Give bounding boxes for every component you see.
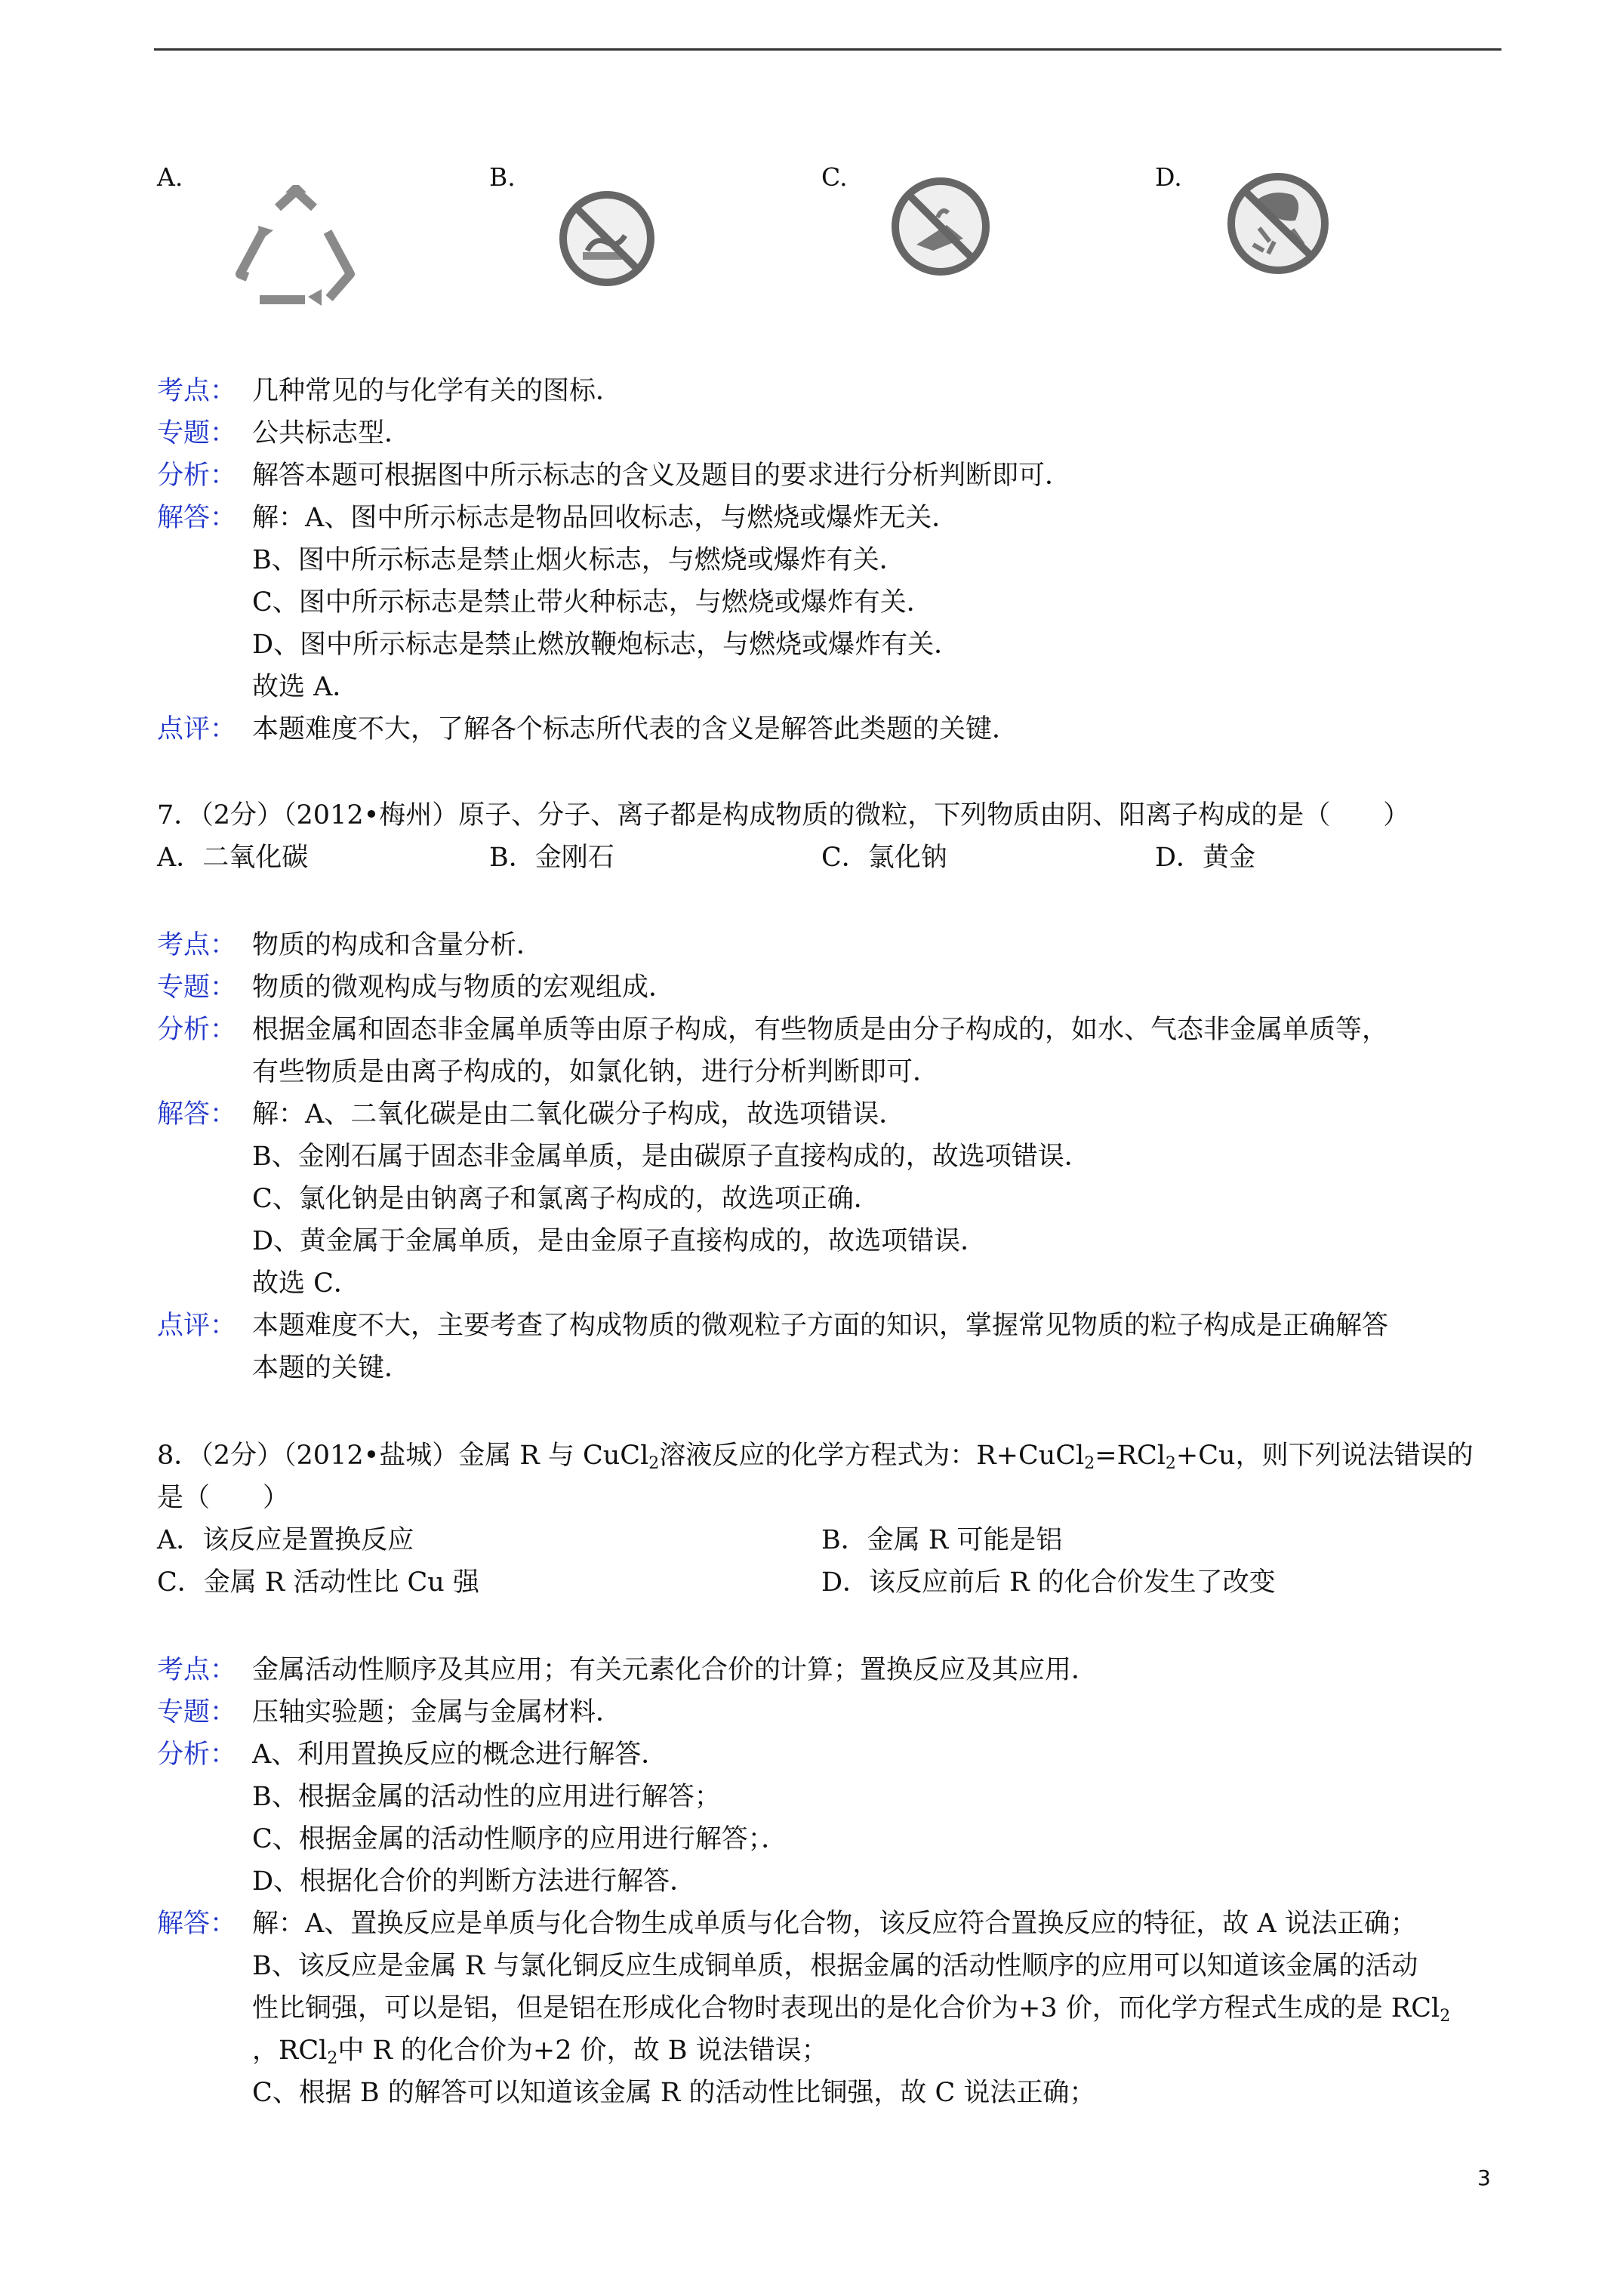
q8-jieda-tag: 解答： <box>157 1909 237 1939</box>
q7-dianping-line: 本题的关键． <box>252 1353 411 1383</box>
q8-jieda-line: B、该反应是金属 R 与氯化铜反应生成铜单质，根据金属的活动性顺序的应用可以知道该金属的活动 <box>252 1951 1418 1981</box>
q7-jieda-line: 解：A、二氧化碳是由二氧化碳分子构成，故选项错误． <box>252 1099 906 1130</box>
q8-jieda-line: ，RCl$_2$中 R 的化合价为+2 价，故 B 说法错误； <box>252 2036 828 2068</box>
q7-dianping-tag: 点评： <box>157 1311 237 1341</box>
recycle-icon <box>233 185 359 307</box>
q8-jieda-line: C、根据 B 的解答可以知道该金属 R 的活动性比铜强，故 C 说法正确； <box>252 2078 1096 2108</box>
q6-fenxi-tag: 分析： <box>157 461 237 491</box>
option-a-label: A. <box>157 162 183 192</box>
q8-question-line2: 是（ ） <box>157 1483 290 1513</box>
q7-kaodian-tag: 考点： <box>157 930 237 960</box>
no-open-flame-icon <box>889 175 992 278</box>
q7-zhuanti-text: 物质的微观构成与物质的宏观组成． <box>252 972 676 1003</box>
q8-kaodian-text: 金属活动性顺序及其应用；有关元素化合价的计算；置换反应及其应用． <box>252 1655 1098 1685</box>
q7-jieda-line: D、黄金属于金属单质，是由金原子直接构成的，故选项错误． <box>252 1226 987 1256</box>
q8-fenxi-line: A、利用置换反应的概念进行解答． <box>252 1740 668 1770</box>
q7-option-b: B．金刚石 <box>489 843 614 873</box>
option-c-label: C. <box>821 162 848 192</box>
q6-zhuanti-text: 公共标志型． <box>252 418 411 448</box>
q7-dianping-line: 本题难度不大，主要考查了构成物质的微观粒子方面的知识，掌握常见物质的粒子构成是正确解答 <box>252 1311 1389 1341</box>
q7-jieda-line: 故选 C． <box>252 1268 360 1299</box>
q8-fenxi-line: D、根据化合价的判断方法进行解答． <box>252 1866 697 1897</box>
no-fireworks-icon <box>1221 169 1335 279</box>
q8-zhuanti-text: 压轴实验题；金属与金属材料． <box>252 1697 623 1727</box>
header-rule <box>154 48 1501 51</box>
q6-jieda-line: C、图中所示标志是禁止带火种标志，与燃烧或爆炸有关． <box>252 587 933 618</box>
q8-zhuanti-tag: 专题： <box>157 1697 237 1727</box>
q8-fenxi-line: B、根据金属的活动性的应用进行解答； <box>252 1782 721 1812</box>
q7-option-a: A．二氧化碳 <box>157 843 309 873</box>
q6-jieda-line: 解：A、图中所示标志是物品回收标志，与燃烧或爆炸无关． <box>252 503 959 533</box>
q7-fenxi-tag: 分析： <box>157 1015 237 1045</box>
q7-option-c: C．氯化钠 <box>821 843 947 873</box>
page-number: 3 <box>1477 2165 1491 2190</box>
q6-jieda-line: B、图中所示标志是禁止烟火标志，与燃烧或爆炸有关． <box>252 545 906 575</box>
q8-kaodian-tag: 考点： <box>157 1655 237 1685</box>
q8-option-b: B．金属 R 可能是铝 <box>821 1525 1063 1555</box>
q8-fenxi-line: C、根据金属的活动性顺序的应用进行解答；． <box>252 1824 788 1854</box>
q6-jieda-tag: 解答： <box>157 503 237 533</box>
q8-question: 8．（2分）（2012•盐城）金属 R 与 CuCl$_2$溶液反应的化学方程式为：R+CuCl$_2$=RCl$_2$+Cu，则下列说法错误的 <box>157 1441 1474 1473</box>
q7-fenxi-line: 有些物质是由离子构成的，如氯化钠，进行分析判断即可． <box>252 1057 940 1087</box>
q8-option-d: D．该反应前后 R 的化合价发生了改变 <box>821 1567 1276 1598</box>
q8-jieda-line: 解：A、置换反应是单质与化合物生成单质与化合物，该反应符合置换反应的特征，故 A 说法正确； <box>252 1909 1417 1939</box>
q6-zhuanti-tag: 专题： <box>157 418 237 448</box>
q6-fenxi-text: 解答本题可根据图中所示标志的含义及题目的要求进行分析判断即可． <box>252 461 1072 491</box>
no-smoking-icon <box>557 189 657 288</box>
q6-jieda-line: 故选 A． <box>252 672 359 702</box>
q7-zhuanti-tag: 专题： <box>157 972 237 1003</box>
q6-dianping-tag: 点评： <box>157 714 237 744</box>
q8-jieda-line: 性比铜强，可以是铝，但是铝在形成化合物时表现出的是化合价为+3 价，而化学方程式生成的是 RCl$_2$ <box>252 1993 1451 2026</box>
q7-jieda-tag: 解答： <box>157 1099 237 1130</box>
q6-jieda-line: D、图中所示标志是禁止燃放鞭炮标志，与燃烧或爆炸有关． <box>252 630 961 660</box>
q8-fenxi-tag: 分析： <box>157 1740 237 1770</box>
q6-kaodian-text: 几种常见的与化学有关的图标． <box>252 376 623 406</box>
q7-fenxi-line: 根据金属和固态非金属单质等由原子构成，有些物质是由分子构成的，如水、气态非金属单质等， <box>252 1015 1389 1045</box>
q7-jieda-line: C、氯化钠是由钠离子和氯离子构成的，故选项正确． <box>252 1184 880 1214</box>
q7-question: 7．（2分）（2012•梅州）原子、分子、离子都是构成物质的微粒，下列物质由阴、阳离子构成的是（ ） <box>157 800 1410 831</box>
q8-option-c: C．金属 R 活动性比 Cu 强 <box>157 1567 479 1598</box>
q7-option-d: D．黄金 <box>1155 843 1256 873</box>
q7-kaodian-text: 物质的构成和含量分析． <box>252 930 544 960</box>
option-d-label: D. <box>1155 162 1182 192</box>
q6-kaodian-tag: 考点： <box>157 376 237 406</box>
q7-jieda-line: B、金刚石属于固态非金属单质，是由碳原子直接构成的，故选项错误． <box>252 1142 1091 1172</box>
q6-dianping-text: 本题难度不大，了解各个标志所代表的含义是解答此类题的关键． <box>252 714 1019 744</box>
q8-option-a: A．该反应是置换反应 <box>157 1525 414 1555</box>
option-b-label: B. <box>489 162 516 192</box>
